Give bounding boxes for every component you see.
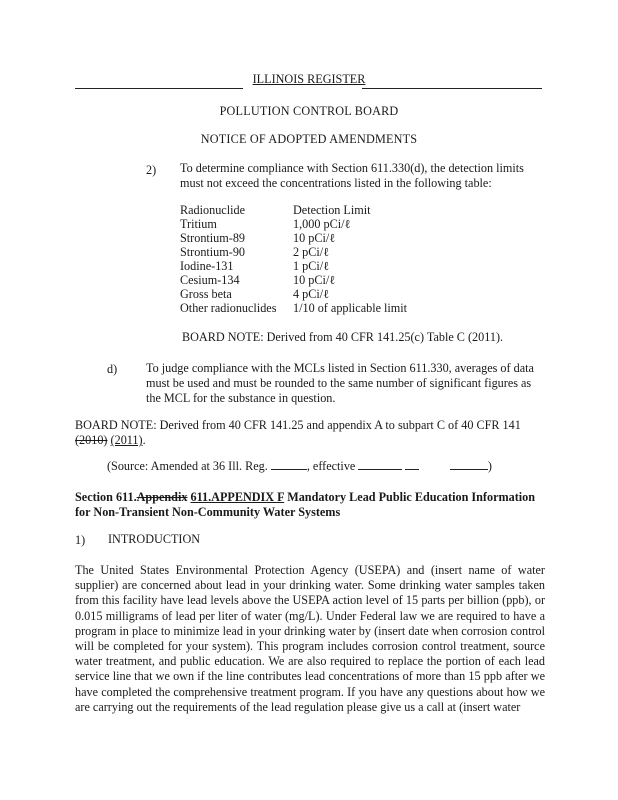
added-year: (2011): [110, 433, 143, 447]
board-note-table: BOARD NOTE: Derived from 40 CFR 141.25(c) Table C (2011).: [182, 330, 504, 344]
radionuclide-cell: Cesium-134: [180, 273, 240, 287]
item-d-number: d): [107, 362, 118, 376]
source-prefix: (Source: Amended at 36 Ill. Reg.: [107, 459, 268, 473]
table-row: [180, 259, 407, 273]
board-note-text: BOARD NOTE: Derived from 40 CFR 141.25 and appendix A to subpart C of 40 CFR 141: [75, 418, 521, 432]
limit-cell: 1/10 of applicable limit: [293, 301, 408, 315]
header-rule-left: [75, 88, 243, 89]
effective-date-blank: [358, 458, 402, 470]
struck-year: (2010): [75, 433, 108, 447]
table-row: [180, 245, 407, 259]
header-rule-right: [362, 88, 542, 89]
source-effective: effective: [312, 459, 356, 473]
section-added-text: 611.APPENDIX F: [190, 490, 285, 504]
table-row: [180, 217, 407, 231]
table-row: [180, 231, 407, 245]
section-heading: [75, 490, 545, 520]
table-row: [180, 273, 407, 287]
intro-title: INTRODUCTION: [108, 532, 201, 546]
table-row: [180, 287, 407, 301]
radionuclide-cell: Strontium-89: [180, 231, 246, 245]
board-note-period: .: [142, 433, 146, 447]
section-prefix: Section 611.: [75, 490, 137, 504]
limit-cell: 10 pCi/ℓ: [293, 231, 336, 245]
notice-title: NOTICE OF ADOPTED AMENDMENTS: [200, 132, 418, 146]
radionuclide-cell: Gross beta: [180, 287, 232, 301]
radionuclide-cell: Iodine-131: [180, 259, 234, 273]
limit-cell: 2 pCi/ℓ: [293, 245, 329, 259]
item-2-number: 2): [146, 163, 157, 177]
item-2-text: To determine compliance with Section 611.330(d), the detection limits must not exceed the concentrations listed in the following table:: [180, 161, 524, 190]
column-header: Radionuclide: [180, 203, 245, 217]
limit-cell: 10 pCi/ℓ: [293, 273, 336, 287]
introduction-paragraph: The United States Environmental Protection Agency (USEPA) and (insert name of water supplier) are concerned about lead in your drinking water. Some drinking water samples taken from this facility have lead levels above the USEPA action level of 15 parts per billion (ppb), or 0.015 milligrams of lead per liter of water (mg/L). Under Federal law we are required to have a program in place to minimize lead in your drinking water by (insert date when corrosion control will be completed for your system). This program includes corrosion control treatment, source water treatment, and public education. We are also required to replace the portion of each lead service line that we own if the line contributes lead concentrations of more than 15 ppb after we have completed the comprehensive treatment program. If you have any questions about how we are carrying out the requirements of the lead regulation please give us a call at (insert water: [75, 563, 545, 714]
source-line: (Source: Amended at 36 Ill. Reg. , effective ): [107, 459, 492, 473]
table-header-row: [180, 203, 407, 217]
limit-cell: 4 pCi/ℓ: [293, 287, 329, 301]
intro-number: 1): [75, 533, 86, 547]
column-header: Detection Limit: [293, 203, 371, 217]
radionuclide-cell: Tritium: [180, 217, 217, 231]
effective-date-blank-3: [450, 458, 488, 470]
table-row: [180, 301, 407, 315]
radionuclide-cell: Strontium-90: [180, 245, 246, 259]
register-title: ILLINOIS REGISTER: [252, 72, 366, 86]
board-name: POLLUTION CONTROL BOARD: [219, 104, 399, 118]
detection-limit-table: [180, 203, 407, 315]
board-note-section: [75, 418, 545, 448]
radionuclide-cell: Other radionuclides: [180, 301, 277, 315]
section-struck-text: Appendix: [136, 490, 188, 504]
effective-date-blank-2: [405, 458, 419, 470]
register-volume-blank: [271, 458, 307, 470]
section-title: Mandatory Lead Public Education Information for Non-Transient Non-Community Water Systems: [75, 490, 536, 519]
limit-cell: 1,000 pCi/ℓ: [293, 217, 351, 231]
source-suffix: ): [487, 459, 492, 473]
item-d-text: To judge compliance with the MCLs listed in Section 611.330, averages of data must be used and must be rounded to the same number of significant figures as the MCL for the substance in question.: [146, 361, 534, 405]
limit-cell: 1 pCi/ℓ: [293, 259, 329, 273]
